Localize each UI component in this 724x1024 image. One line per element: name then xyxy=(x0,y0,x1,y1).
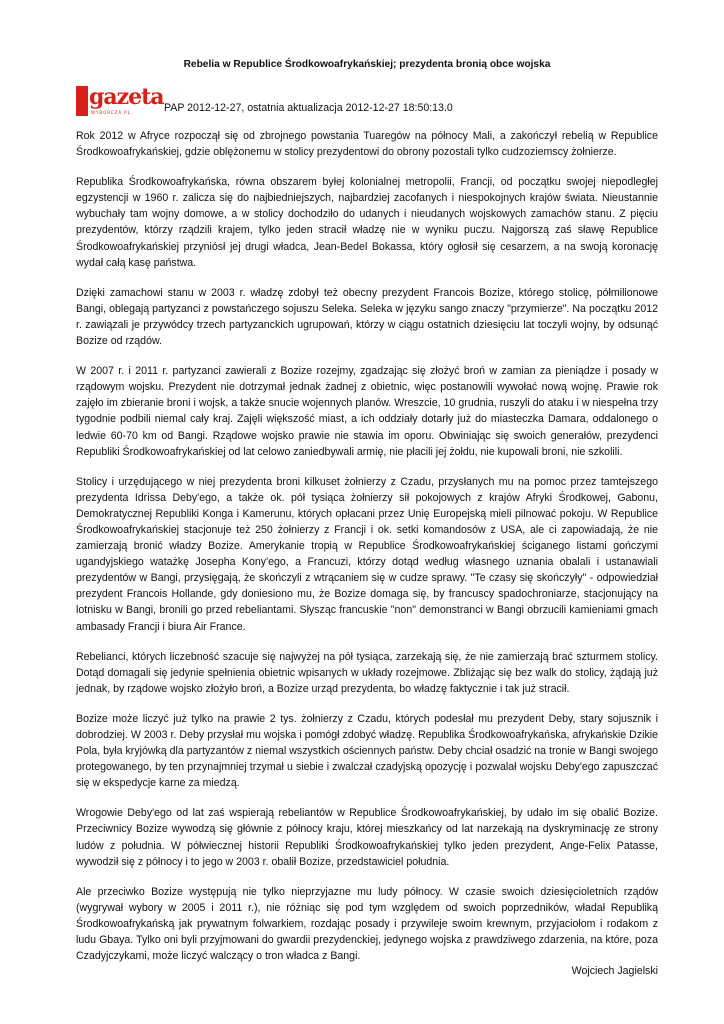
paragraph: Wrogowie Deby'ego od lat zaś wspierają rebeliantów w Republice Środkowoafrykańskiej, by udało im się obalić Bozize. Przeciwnicy Bozize wywodzą się głównie z północy kraju, której mieszkańcy od lat narzekają na dyskryminację ze strony ludów z południa. W półwiecznej historii Republiki Środkowoafrykańskiej tylko jeden prezydent, Ange-Felix Patasse, wywodził się z północy i to jego w 2003 r. obalił Bozize, przedstawiciel południa. xyxy=(76,807,658,868)
article-body xyxy=(76,128,658,964)
article-title: Rebelia w Republice Środkowoafrykańskiej; prezydenta bronią obce wojska xyxy=(183,59,551,70)
paragraph: Rebelianci, których liczebność szacuje się najwyżej na pół tysiąca, zarzekają się, że nie zamierzają brać szturmem stolicy. Dotąd domagali się jedynie spełnienia obietnic wpisanych w układy rozejmowe. Zbliżając się bez walk do stolicy, żądają już jednak, by rządowe wojsko złożyło broń, a Bozize urząd prezydenta, bo władzę faktycznie i tak już stracił. xyxy=(76,650,658,695)
paragraph: Dzięki zamachowi stanu w 2003 r. władzę zdobył też obecny prezydent Francois Bozize, którego stolicę, półmilionowe Bangi, oblegają partyzanci z powstańczego sojuszu Seleka. Seleka w języku sango znaczy "przymierze". Na początku 2012 r. zawiązali je przywódcy trzech partyzanckich ugrupowań, którzy w ciągu ostatnich dziesięciu lat toczyli wojny, by odsunąć Bozize od rządów. xyxy=(76,286,658,348)
paragraph: Stolicy i urzędującego w niej prezydenta broni kilkuset żołnierzy z Czadu, przysłanych mu na pomoc przez tamtejszego prezydenta Idrissa Deby'ego, a także ok. pół tysiąca żołnierzy sił pokojowych z krajów Afryki Środkowej, Gabonu, Demokratycznej Republiki Konga i Kamerunu, których opłacani przez Unię Europejską mieli pilnować pokoju. W Republice Środkowoafrykańskiej stacjonuje też 250 żołnierzy z Francji i ok. setki komandosów z USA, ale ci zapowiadają, że nie zamierzają bronić władzy Bozize. Amerykanie tropią w Republice Środkowoafrykańskiej ściganego listami gończymi ugandyjskiego watażkę Josepha Kony'ego, a Francuzi, którzy dotąd według własnego uznania obalali i ustanawiali prezydentów w Bangi, przysięgają, że skończyli z wtrącaniem się w cudze sprawy. "Te czasy się skończyły" - odpowiedział prezydent Francois Hollande, gdy doniesiono mu, że Bozize domaga się, by francuscy spadochroniarze, stacjonujący na lotnisku w Bangi, bronili go przed rebeliantami. Słysząc francuskie "non" demonstranci w Bangi obrzucili kamieniami gmach ambasady Francji i biura Air France. xyxy=(76,475,658,633)
logo-red-bar xyxy=(76,86,88,116)
paragraph: Ale przeciwko Bozize występują nie tylko nieprzyjazne mu ludy północy. W czasie swoich dziesięcioletnich rządów (wygrywał wybory w 2005 i 2011 r.), nie różniąc się pod tym względem od swoich poprzedników, władał Republiką Środkowoafrykańską jak prywatnym folwarkiem, rozdając posady i przywileje swoim krewnym, przyjaciołom i rodakom z ludu Gbaya. Tylko oni byli przyjmowani do gwardii prezydenckiej, jedynego wojska z prawdziwego zdarzenia, na które, poza Czadyjczykami, może liczyć walczący o tron władca z Bangi. xyxy=(76,885,658,963)
logo-subtext: WYBORCZA.PL xyxy=(91,110,131,115)
source-row xyxy=(76,86,658,116)
article-meta: PAP 2012-12-27, ostatnia aktualizacja 2012-12-27 18:50:13.0 xyxy=(164,102,453,114)
author-signature: Wojciech Jagielski xyxy=(571,965,658,978)
paragraph: Bozize może liczyć już tylko na prawie 2 tys. żołnierzy z Czadu, których podesłał mu prezydent Deby, stary sojusznik i dobrodziej. W 2003 r. Deby przysłał mu wojska i pomógł zdobyć władzę. Republika Środkowoafrykańska, afrykańskie Dzikie Pola, była kryjówką dla partyzantów z niemal wszystkich ościennych państw. Deby chciał osadzić na tronie w Bangi swojego protegowanego, by ten przynajmniej trzymał u siebie i zwalczał czadyjską opozycję i pozwalał wojsku Deby'ego zapuszczać się w ekspedycje karne za miedzą. xyxy=(76,712,658,790)
paragraph: W 2007 r. i 2011 r. partyzanci zawierali z Bozize rozejmy, zgadzając się złożyć broń w zamian za pieniądze i posady w rządowym wojsku. Prezydent nie dotrzymał jednak żadnej z obietnic, więc postanowili wywołać nową wojnę. Prawie rok zajęło im zbieranie broni i wojsk, a także snucie wojennych planów. Wreszcie, 10 grudnia, ruszyli do ataku i w niespełna trzy tygodnie podbili niemal cały kraj. Zajęli większość miast, a ich oddziały dotarły już do miasteczka Damara, oddalonego o ledwie 60-70 km od Bangi. Rządowe wojsko prawie nie stawia im oporu. Obwiniając się swoich generałów, prezydenci Republiki Środkowoafrykańskiej od lat celowo zaniedbywali armię, nie płacili jej żołdu, nie kupowali broni, nie szkolili. xyxy=(76,365,658,458)
logo-wordmark: gazeta xyxy=(89,84,164,110)
gazeta-logo xyxy=(76,84,164,116)
paragraph: Republika Środkowoafrykańska, równa obszarem byłej kolonialnej metropolii, Francji, od początku swojej niepodległej egzystencji w 1960 r. zalicza się do najbiedniejszych, najbardziej zacofanych i niespokojnych krajów świata. Nieustannie wybuchały tam wojny domowe, a w stolicy dochodziło do udanych i nieudanych wojskowych zamachów stanu. Z pięciu prezydentów, którzy rządzili krajem, tylko jeden stracił władzę nie w wyniku puczu. Najgorszą zaś sławę Republice Środkowoafrykańskiej przyniósł jej drugi władca, Jean-Bedel Bokassa, który ogłosił się cesarzem, a na swoją koronację wydał całą kasę państwa. xyxy=(76,176,658,269)
paragraph: Rok 2012 w Afryce rozpoczął się od zbrojnego powstania Tuaregów na północy Mali, a zakończył rebelią w Republice Środkowoafrykańskiej, gdzie oblężonemu w stolicy prezydentowi do obrony pozostali tylko cudzoziemscy żołnierze. xyxy=(76,130,658,159)
document-page xyxy=(76,58,658,978)
